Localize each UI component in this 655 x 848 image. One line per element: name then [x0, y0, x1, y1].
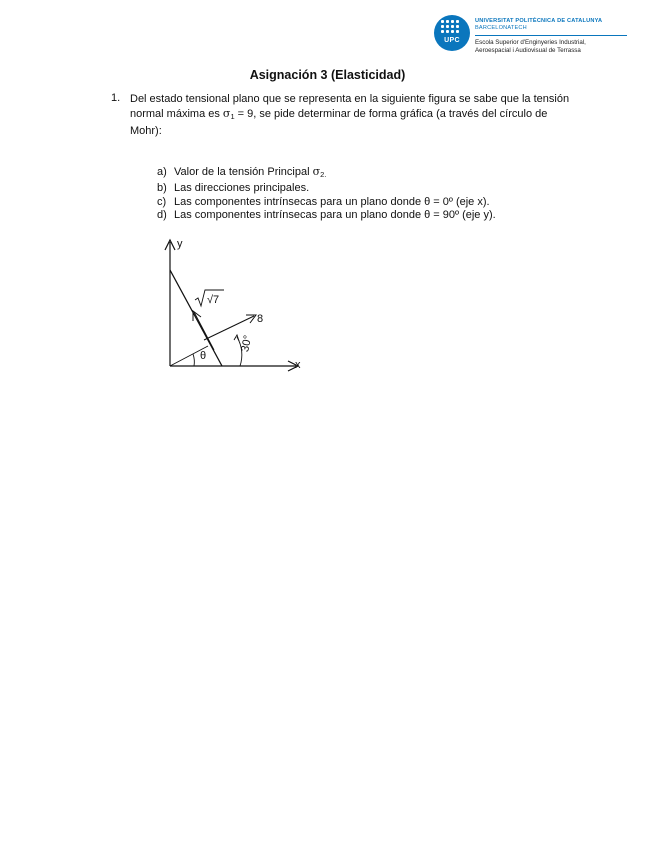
- stress-diagram: [150, 232, 310, 374]
- logo-abbrev: UPC: [444, 37, 460, 44]
- item-text: Las direcciones principales.: [174, 181, 310, 194]
- stress-element-figure: [150, 232, 310, 374]
- angle-30-label: 30°: [239, 334, 255, 353]
- school-name: [475, 39, 635, 54]
- sigma-symbol: σ: [222, 106, 231, 120]
- item-label: b): [157, 181, 167, 194]
- item-sigma-sub: 2.: [320, 170, 327, 179]
- logo-dots-icon: [441, 20, 463, 34]
- list-item: [157, 182, 577, 196]
- item-label: d): [157, 209, 167, 222]
- sigma-subscript: 1: [230, 111, 235, 121]
- y-axis-label: y: [177, 238, 183, 250]
- upc-logo: [434, 15, 634, 59]
- list-item: [157, 209, 577, 223]
- x-axis-label: x: [295, 359, 301, 371]
- question-text: [130, 92, 570, 139]
- item-text: Las componentes intrínsecas para un plano donde θ = 0º (eje x).: [174, 195, 490, 208]
- page-title: Asignación 3 (Elasticidad): [249, 68, 406, 82]
- question-text-before: Del estado tensional plano que se representa en la siguiente figura se sabe que la tensión normal máxima es: [130, 93, 570, 120]
- question-text-after: = 9, se pide determinar de forma gráfica (a través del círculo de Mohr):: [130, 107, 548, 137]
- university-name: [475, 18, 635, 31]
- upc-logo-emblem: [434, 15, 470, 51]
- angle-30-arrowhead-icon: [234, 335, 239, 341]
- list-item: [157, 165, 577, 182]
- university-line2: BARCELONATECH: [475, 25, 527, 31]
- question-number: 1.: [111, 92, 121, 104]
- subquestion-list: [157, 165, 577, 223]
- normal-stress-arrow: [194, 312, 214, 350]
- school-line1: Escola Superior d'Enginyeries Industrial,: [475, 39, 586, 46]
- normal-stress-label: √7: [207, 294, 220, 306]
- list-item: [157, 196, 577, 210]
- item-text: Las componentes intrínsecas para un plano donde θ = 90º (eje y).: [174, 209, 496, 222]
- shear-stress-label: 8: [257, 313, 264, 325]
- item-label: c): [157, 195, 167, 208]
- item-sigma: σ: [312, 165, 321, 178]
- item-text: Valor de la tensión Principal: [174, 166, 313, 178]
- university-line1: UNIVERSITAT POLITÈCNICA DE CATALUNYA: [475, 18, 603, 24]
- inclined-plane: [170, 270, 222, 366]
- theta-arc: [193, 354, 194, 366]
- item-label: a): [157, 166, 167, 178]
- logo-divider: [475, 35, 627, 36]
- school-line2: Aeroespacial i Audiovisual de Terrassa: [475, 46, 581, 54]
- theta-label: θ: [200, 350, 207, 362]
